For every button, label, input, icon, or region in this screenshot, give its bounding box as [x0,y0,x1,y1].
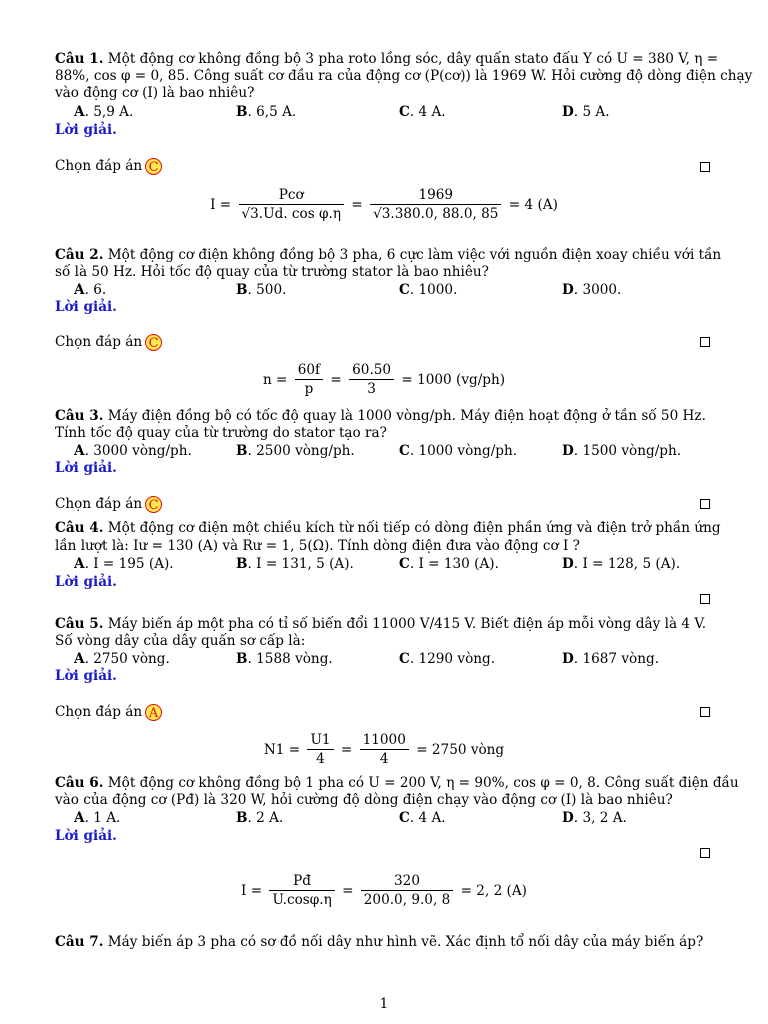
q5-line-2: Số vòng dây của dây quấn sơ cấp là: [55,633,306,649]
q1-line-1: Câu 1. Một động cơ không đồng bộ 3 pha roto lồng sóc, dây quấn stato đấu Y có U = 380 V, η = [55,51,719,67]
q6-equation: I = $\frac{Pđ}{U.\cos\varphi.\eta}$ = $\frac{320}{200.0, 9.0, 8}$ = 2, 2 (A) [241,873,527,908]
q1-line-2: 88%, cos φ = 0, 85. Công suất cơ đầu ra của động cơ (P(cơ)) là 1969 W. Hỏi cường độ dòng điện chạy [55,68,753,84]
q4-solution-label: Lời giải. [55,574,117,590]
q2-equation: n = $\frac{60f}{p}$ = $\frac{60.50}{3}$ = 1000 (vg/ph) [262,362,506,397]
q1-answer: Chọn đáp án C [55,156,162,176]
qed-box [700,337,710,347]
answer-badge: C [145,334,162,351]
q2-line-2: số là 50 Hz. Hỏi tốc độ quay của từ trường stator là bao nhiêu? [55,264,489,280]
page-number: 1 [379,996,389,1012]
qed-box [700,848,710,858]
q3-line-2: Tính tốc độ quay của từ trường do stator tạo ra? [55,425,387,441]
answer-badge: C [145,158,162,175]
q4-line-2: lần lượt là: Iư = 130 (A) và Rư = 1, 5(Ω). Tính dòng điện đưa vào động cơ I ? [55,538,580,554]
q4-line-1: Câu 4. Một động cơ điện một chiều kích từ nối tiếp có dòng điện phần ứng và điện trở phần ứng [55,520,721,536]
q3-answer: Chọn đáp án C [55,494,162,514]
q3-solution-label: Lời giải. [55,460,117,476]
q2-solution-label: Lời giải. [55,299,117,315]
q6-line-2: vào của động cơ (Pđ) là 320 W, hỏi cường độ dòng điện chạy vào động cơ (I) là bao nhiêu? [55,792,673,808]
qed-box [700,162,710,172]
q3-line-1: Câu 3. Máy điện đồng bộ có tốc độ quay là 1000 vòng/ph. Máy điện hoạt động ở tần số 50 Hz. [55,408,706,424]
q5-line-1: Câu 5. Máy biến áp một pha có tỉ số biến đổi 11000 V/415 V. Biết điện áp mỗi vòng dây là 4 V. [55,616,707,632]
q6-line-1: Câu 6. Một động cơ không đồng bộ 1 pha có U = 200 V, η = 90%, cos φ = 0, 8. Công suất điện đầu [55,775,739,791]
q5-options: A. 2750 vòng. B. 1588 vòng. C. 1290 vòng. D. 1687 vòng. [74,651,660,667]
q3-options: A. 3000 vòng/ph. B. 2500 vòng/ph. C. 1000 vòng/ph. D. 1500 vòng/ph. [74,443,682,459]
q2-line-1: Câu 2. Một động cơ điện không đồng bộ 3 pha, 6 cực làm việc với nguồn điện xoay chiều với tần [55,247,722,263]
q5-solution-label: Lời giải. [55,668,117,684]
qed-box [700,499,710,509]
q7-line-1: Câu 7. Máy biến áp 3 pha có sơ đồ nối dây như hình vẽ. Xác định tổ nối dây của máy biến áp? [55,934,704,950]
q1-solution-label: Lời giải. [55,122,117,138]
q2-options: A. 6. B. 500. C. 1000. D. 3000. [74,282,622,298]
q6-solution-label: Lời giải. [55,828,117,844]
answer-badge: A [145,704,162,721]
q5-answer: Chọn đáp án A [55,702,162,722]
qed-box [700,707,710,717]
q1-line-3: vào động cơ (I) là bao nhiêu? [55,85,255,101]
q1-equation: I = $\frac{\text{Pcơ}}{\text{√3.Ud. cos φ.η}}$ = $\frac{1969}{√3.380.0, 88.0, 85}$ = 4 (A) [210,187,558,222]
answer-badge: C [145,496,162,513]
q6-options: A. 1 A. B. 2 A. C. 4 A. D. 3, 2 A. [74,810,627,826]
q4-options: A. I = 195 (A). B. I = 131, 5 (A). C. I = 130 (A). D. I = 128, 5 (A). [74,556,681,572]
qed-box [700,594,710,604]
q2-answer: Chọn đáp án C [55,332,162,352]
q5-equation: N1 = $\frac{U1}{4}$ = $\frac{11000}{4}$ = 2750 vòng [263,732,505,767]
q1-options: A. 5,9 A. B. 6,5 A. C. 4 A. D. 5 A. [74,104,610,120]
